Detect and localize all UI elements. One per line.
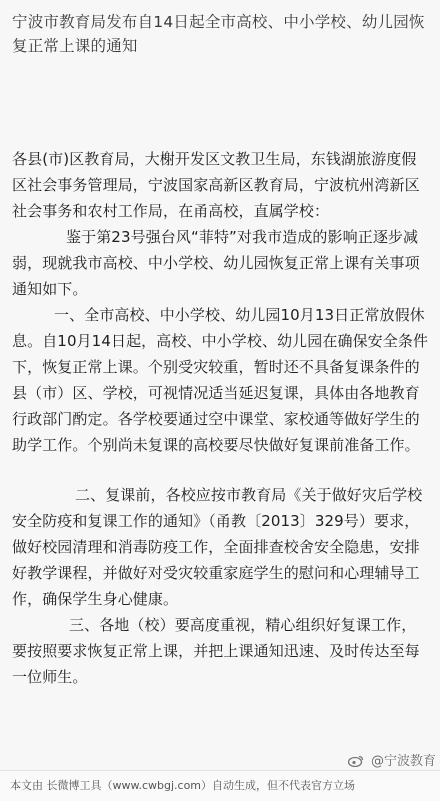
salutation-paragraph: 各县(市)区教育局，大榭开发区文教卫生局，东钱湖旅游度假区社会事务管理局，宁波国家高新区教育局，宁波杭州湾新区社会事务和农村工作局，在甬高校，直属学校：	[12, 150, 420, 220]
weibo-logo-icon	[348, 755, 364, 767]
item-one-paragraph: 一、全市高校、中小学校、幼儿园10月13日正常放假休息。自10月14日起，高校、中小学校、幼儿园在确保安全条件下，恢复正常上课。个别受灾较重，暂时还不具备复课条件的县（市）区、学校，可视情况适当延迟复课，具体由各地教育行政部门酌定。各学校要通过空中课堂、家校通等做好学生的助学工作。个别尚未复课的高校要尽快做好复课前准备工作。	[12, 306, 429, 454]
weibo-watermark	[348, 750, 436, 769]
intro-paragraph: 鉴于第23号强台风“菲特”对我市造成的影响正逐步减弱，现就我市高校、中小学校、幼儿园恢复正常上课有关事项通知如下。	[12, 228, 420, 298]
item-three-paragraph: 三、各地（校）要高度重视，精心组织好复课工作，要按照要求恢复正常上课，并把上课通知迅速、及时传达至每一位师生。	[12, 616, 420, 686]
footer-text: 本文由 长微博工具（www.cwbgj.com）自动生成，但不代表官方立场	[10, 779, 356, 792]
item-two-paragraph: 二、复课前，各校应按市教育局《关于做好灾后学校安全防疫和复课工作的通知》（甬教〔2013〕329号）要求，做好校园清理和消毒防疫工作，全面排查校舍安全隐患，安排好教学课程，并做好对受灾较重家庭学生的慰问和心理辅导工作，确保学生身心健康。	[12, 486, 423, 608]
watermark-handle: @宁波教育	[370, 754, 436, 769]
footer-bar	[0, 770, 440, 801]
document-title: 宁波市教育局发布自14日起全市高校、中小学校、幼儿园恢复正常上课的通知	[12, 13, 425, 55]
document-body	[12, 146, 430, 690]
